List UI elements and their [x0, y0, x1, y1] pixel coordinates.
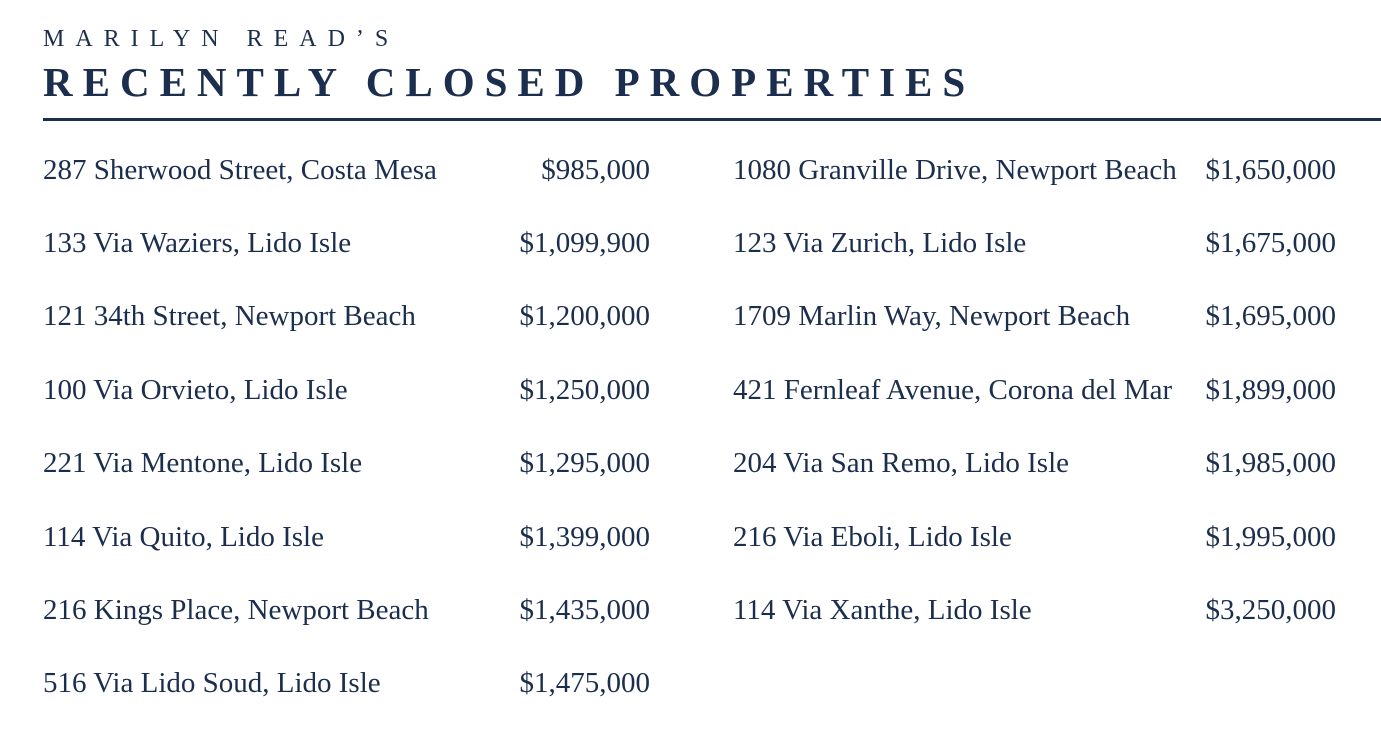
- listing-price: $1,200,000: [519, 300, 650, 333]
- listing-price: $1,435,000: [519, 593, 650, 626]
- listing-address: 421 Fernleaf Avenue, Corona del Mar: [733, 373, 1173, 406]
- flyer-header: [43, 26, 1336, 121]
- listing-row: [733, 301, 1336, 374]
- listing-address: 216 Kings Place, Newport Beach: [43, 593, 429, 626]
- listing-price: $1,675,000: [1205, 226, 1336, 259]
- listing-address: 1709 Marlin Way, Newport Beach: [733, 300, 1131, 333]
- listing-price: $1,475,000: [519, 667, 650, 700]
- listing-address: 221 Via Mentone, Lido Isle: [43, 447, 363, 480]
- listings-column-left: [43, 155, 650, 742]
- listing-address: 204 Via San Remo, Lido Isle: [733, 447, 1070, 480]
- listing-price: $3,250,000: [1205, 593, 1336, 626]
- listing-price: $1,399,000: [519, 520, 650, 553]
- listing-address: 287 Sherwood Street, Costa Mesa: [43, 153, 437, 186]
- listing-row: [43, 228, 650, 301]
- listing-price: $1,099,900: [519, 226, 650, 259]
- listings-column-right: [733, 155, 1336, 742]
- listing-address: 216 Via Eboli, Lido Isle: [733, 520, 1012, 553]
- listing-row: [733, 155, 1336, 228]
- listing-price: $1,985,000: [1205, 447, 1336, 480]
- listing-row: [733, 522, 1336, 595]
- listing-price: $1,295,000: [519, 447, 650, 480]
- listing-address: 114 Via Xanthe, Lido Isle: [733, 593, 1032, 626]
- listing-price: $1,899,000: [1205, 373, 1336, 406]
- listing-address: 1080 Granville Drive, Newport Beach: [733, 153, 1177, 186]
- listing-price: $985,000: [541, 153, 650, 186]
- listing-row: [43, 375, 650, 448]
- listing-address: 133 Via Waziers, Lido Isle: [43, 226, 352, 259]
- listing-row: [43, 522, 650, 595]
- listing-row: [43, 301, 650, 374]
- page-title: RECENTLY CLOSED PROPERTIES: [43, 58, 976, 105]
- listing-address: 516 Via Lido Soud, Lido Isle: [43, 667, 381, 700]
- listing-row: [733, 375, 1336, 448]
- listing-address: 121 34th Street, Newport Beach: [43, 300, 416, 333]
- header-divider: [43, 118, 1381, 121]
- listing-row: [43, 155, 650, 228]
- listing-price: $1,650,000: [1205, 153, 1336, 186]
- listing-row: [733, 228, 1336, 301]
- listing-price: $1,695,000: [1205, 300, 1336, 333]
- listing-address: 114 Via Quito, Lido Isle: [43, 520, 324, 553]
- listing-price: $1,995,000: [1205, 520, 1336, 553]
- agent-name: MARILYN READ’S: [43, 26, 400, 52]
- listing-address: 100 Via Orvieto, Lido Isle: [43, 373, 348, 406]
- listing-row: [43, 668, 650, 741]
- listing-row: [733, 448, 1336, 521]
- listing-address: 123 Via Zurich, Lido Isle: [733, 226, 1027, 259]
- listing-row: [733, 595, 1336, 668]
- listing-price: $1,250,000: [519, 373, 650, 406]
- listing-row: [43, 448, 650, 521]
- listing-row: [43, 595, 650, 668]
- listings: [43, 155, 1336, 742]
